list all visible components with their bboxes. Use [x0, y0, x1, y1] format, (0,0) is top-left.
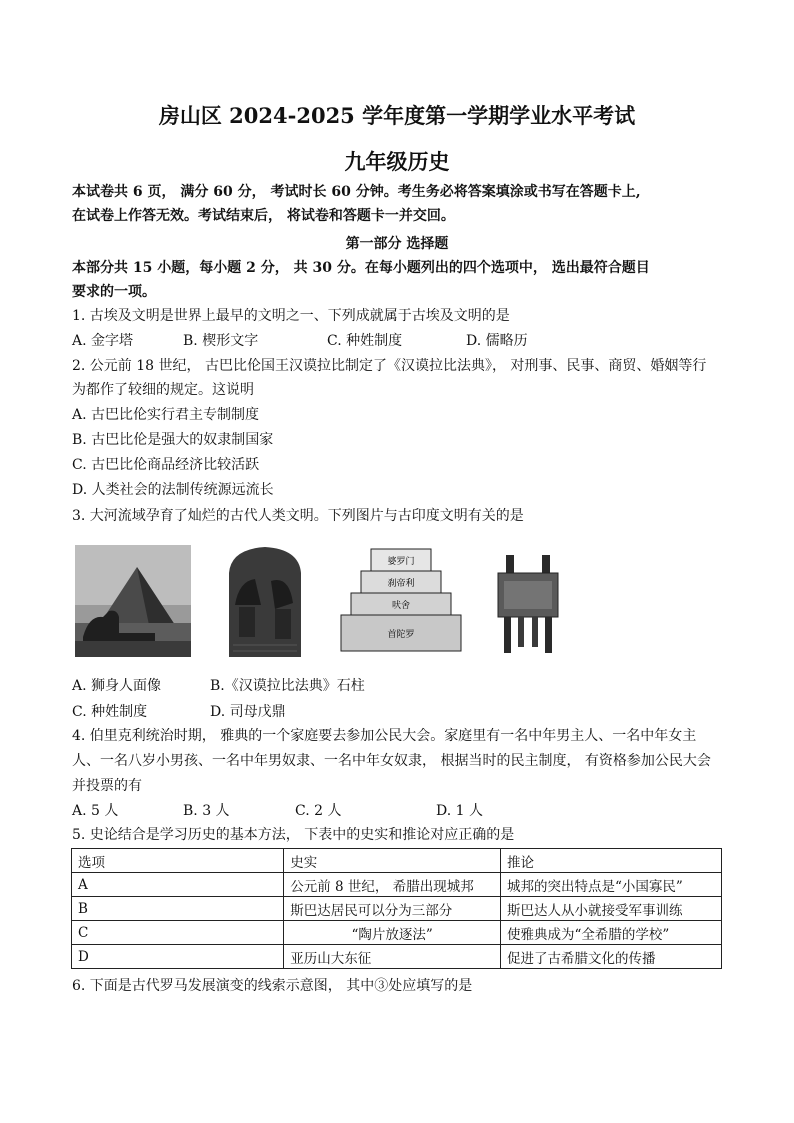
q2-option-b: B. 古巴比伦是强大的奴隶制国家	[72, 432, 274, 448]
table-cell: B	[72, 897, 284, 921]
table-header-fact: 史实	[284, 849, 501, 873]
instructions-line-2: 在试卷上作答无效。考试结束后， 将试卷和答题卡一并交回。	[72, 208, 455, 224]
instructions-line-1: 本试卷共 6 页， 满分 60 分， 考试时长 60 分钟。考生务必将答案填涂或书写在答题卡上,	[72, 184, 641, 200]
caste-pyramid-image	[337, 545, 465, 657]
hammurabi-stele-image	[221, 545, 309, 657]
q5-table	[71, 848, 722, 969]
q4-stem-2: 人、一名八岁小男孩、一名中年男奴隶、一名中年女奴隶， 根据当时的民主制度， 有资格参加公民大会	[72, 753, 711, 769]
table-cell: “陶片放逐法”	[284, 921, 501, 945]
q4-option-a: A. 5 人	[72, 803, 119, 819]
part1-title: 第一部分 选择题	[345, 236, 449, 252]
table-row	[72, 897, 722, 921]
q3-option-b: B.《汉谟拉比法典》石柱	[210, 678, 365, 694]
caste-label-1: 婆罗门	[387, 557, 415, 567]
q2-option-a: A. 古巴比伦实行君主专制制度	[72, 407, 260, 423]
q3-option-c: C. 种姓制度	[72, 704, 148, 720]
table-cell: 公元前 8 世纪， 希腊出现城邦	[284, 873, 501, 897]
table-cell: C	[72, 921, 284, 945]
table-header-option: 选项	[72, 849, 284, 873]
table-header-row	[72, 849, 722, 873]
sphinx-pyramid-image	[75, 545, 191, 657]
q2-stem-1: 2. 公元前 18 世纪， 古巴比伦国王汉谟拉比制定了《汉谟拉比法典》， 对刑事、民事、商贸、婚姻等行	[72, 358, 707, 374]
table-cell: A	[72, 873, 284, 897]
q1-option-b: B. 楔形文字	[183, 333, 259, 349]
q4-option-b: B. 3 人	[183, 803, 230, 819]
q2-stem-2: 为都作了较细的规定。这说明	[72, 382, 254, 398]
table-cell: 使雅典成为“全希腊的学校”	[501, 921, 722, 945]
q4-stem-3: 并投票的有	[72, 778, 142, 794]
q1-option-c: C. 种姓制度	[327, 333, 403, 349]
caste-label-3: 吠舍	[391, 601, 411, 611]
q4-stem-1: 4. 伯里克利统治时期， 雅典的一个家庭要去参加公民大会。家庭里有一名中年男主人、一名中年女主	[72, 728, 697, 744]
table-cell: 城邦的突出特点是“小国寡民”	[501, 873, 722, 897]
q3-option-a: A. 狮身人面像	[72, 678, 162, 694]
table-row	[72, 945, 722, 969]
simuwu-ding-image	[492, 545, 564, 657]
table-cell: 斯巴达人从小就接受军事训练	[501, 897, 722, 921]
exam-title: 房山区 2024-2025 学年度第一学期学业水平考试	[158, 103, 636, 128]
q4-option-c: C. 2 人	[295, 803, 342, 819]
table-cell: 促进了古希腊文化的传播	[501, 945, 722, 969]
table-row	[72, 873, 722, 897]
table-cell: 亚历山大东征	[284, 945, 501, 969]
q1-option-a: A. 金字塔	[72, 333, 134, 349]
caste-label-2: 刹帝利	[387, 579, 415, 589]
part1-description-2: 要求的一项。	[72, 284, 156, 300]
table-cell: 斯巴达居民可以分为三部分	[284, 897, 501, 921]
q3-stem: 3. 大河流域孕育了灿烂的古代人类文明。下列图片与古印度文明有关的是	[72, 508, 524, 524]
q4-option-d: D. 1 人	[436, 803, 483, 819]
q6-stem: 6. 下面是古代罗马发展演变的线索示意图， 其中③处应填写的是	[72, 978, 473, 994]
q1-stem: 1. 古埃及文明是世界上最早的文明之一、下列成就属于古埃及文明的是	[72, 308, 510, 324]
table-header-inference: 推论	[501, 849, 722, 873]
q3-option-d: D. 司母戊鼎	[210, 704, 286, 720]
table-cell: D	[72, 945, 284, 969]
q1-option-d: D. 儒略历	[466, 333, 528, 349]
q5-stem: 5. 史论结合是学习历史的基本方法， 下表中的史实和推论对应正确的是	[72, 827, 515, 843]
part1-description-1: 本部分共 15 小题，每小题 2 分， 共 30 分。在每小题列出的四个选项中， 选出最符合题目	[72, 260, 650, 276]
subject-title: 九年级历史	[344, 149, 450, 174]
q2-option-d: D. 人类社会的法制传统源远流长	[72, 482, 274, 498]
q2-option-c: C. 古巴比伦商品经济比较活跃	[72, 457, 260, 473]
table-row	[72, 921, 722, 945]
caste-label-4: 首陀罗	[387, 630, 415, 640]
